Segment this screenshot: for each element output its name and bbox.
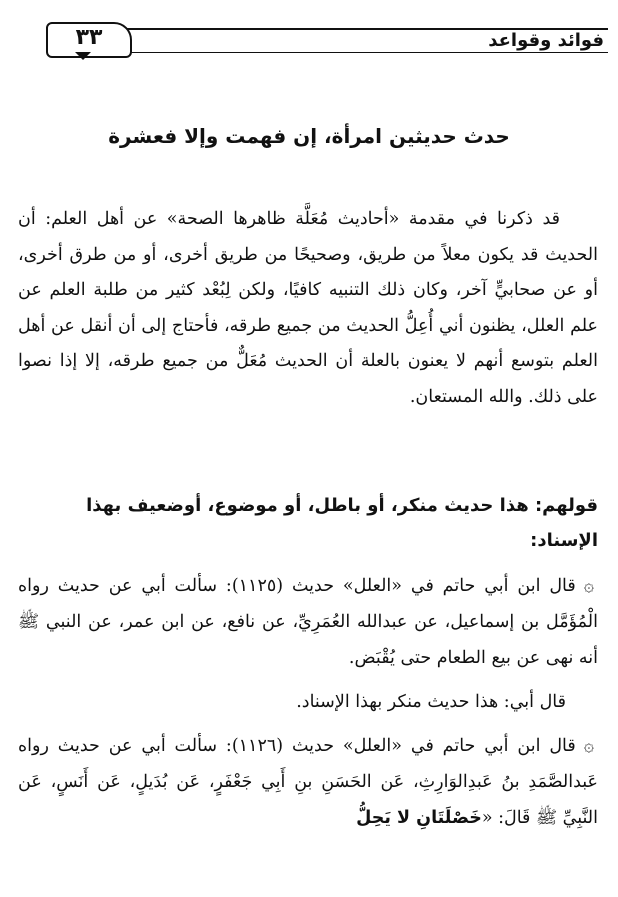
item-conclusion: قال أبي: هذا حديث منكر بهذا الإسناد. [296,692,566,712]
intro-paragraph: قد ذكرنا في مقدمة «أحاديث مُعَلَّة ظاهرها الصحة» عن أهل العلم: أن الحديث قد يكون معلاً من طريق، وصحيحًا من طريق أخرى، أو من طرق أخرى، أو عن صحابيٍّ آخر، وكان ذلك التنبيه كافيًا، ولكن لِبُعْد كثير من طلبة العلم عن علم العلل، يظنون أني أُعِلُّ الحديث من جميع طرقه، فأحتاج إلى أن أنقل عن أهل العلم بتوسع أنهم لا يعنون بالعلة أن الحديث مُعَلٌّ من جميع طرقه، إلا إذا نصوا على ذلك. والله المستعان. [18,209,598,407]
item-text-bold: خَصْلَتَانِ لا يَحِلُّ [356,808,482,828]
running-header-title: فوائد وقواعد [488,30,604,51]
subheading: قولهم: هذا حديث منكر، أو باطل، أو موضوع، أوضعيف بهذا الإسناد: [86,495,598,551]
flower-ornament-icon: ۞ [583,576,594,596]
flower-ornament-icon: ۞ [583,736,594,756]
list-item [18,568,598,676]
list-item [18,728,598,836]
section-title: حدث حديثين امرأة، إن فهمت وإلا فعشرة [108,124,510,148]
page-number: ٣٣ [75,25,103,50]
header-rule-bottom [48,52,608,53]
item-text: قال ابن أبي حاتم في «العلل» حديث (١١٢٦): سألت أبي عن حديث رواه عَبدالصَّمَدِ بنُ عَبدِالوَارِثِ، عَن الحَسَنِ بنِ أَبِي جَعْفَرٍ، عَن بُدَيلٍ، عَن أَنَسٍ، عَن النَّبِيِّ ﷺ قَالَ: « [18,736,598,828]
item-text: قال ابن أبي حاتم في «العلل» حديث (١١٢٥): سألت أبي عن حديث رواه الْمُؤَمَّل بن إسماعيل، عن عبدالله العُمَرِيِّ، عن نافع، عن ابن عمر، عن النبي ﷺ أنه نهى عن بيع الطعام حتى يُقْبَض. [18,576,598,668]
